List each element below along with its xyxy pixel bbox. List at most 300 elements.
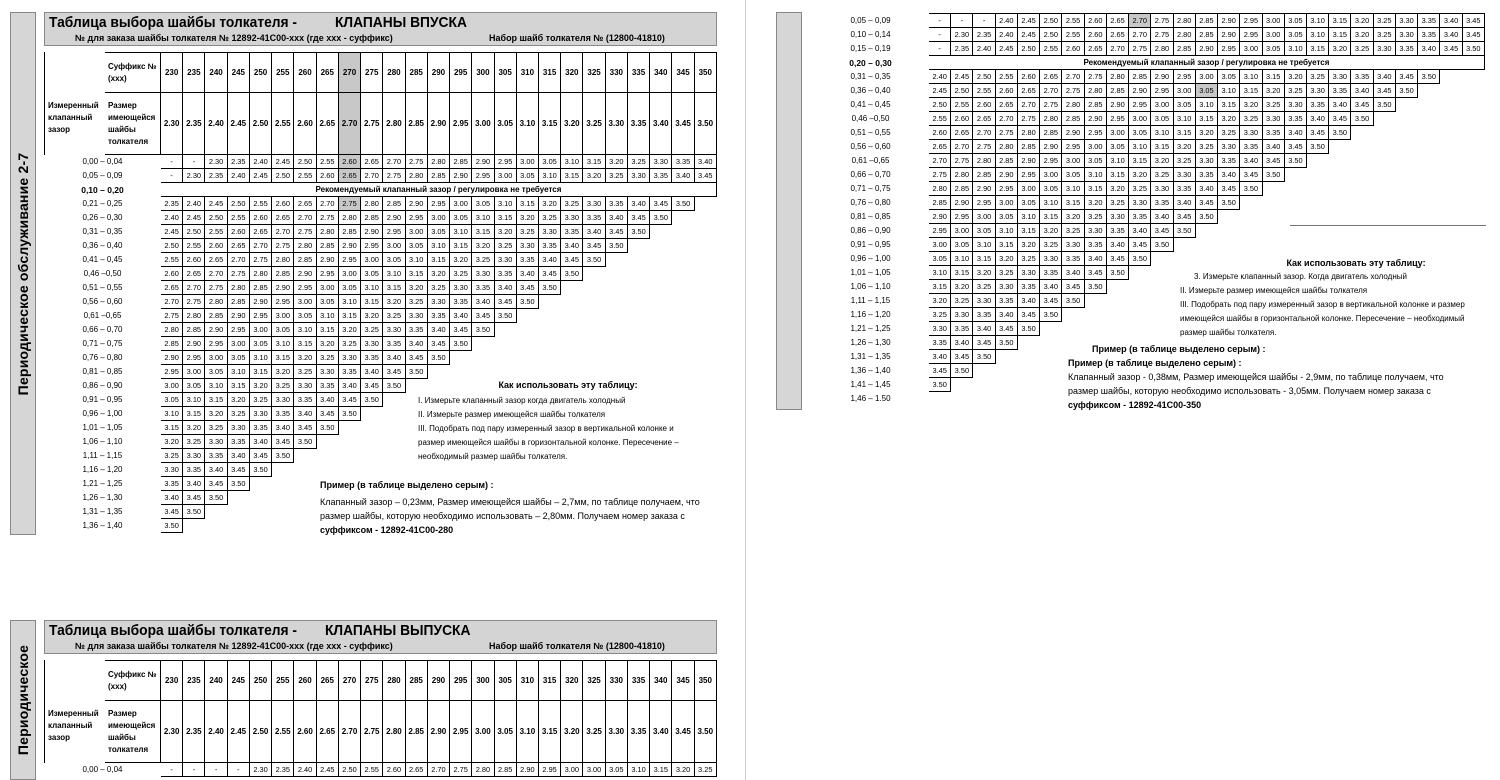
shim-cell: 3.25 — [929, 308, 951, 322]
shim-cell: 3.10 — [249, 351, 271, 365]
shim-cell: 2.95 — [361, 239, 383, 253]
suffix-header: 245 — [227, 661, 249, 701]
clearance-range: 0,86 – 0,90 — [850, 226, 891, 235]
shim-cell: 3.20 — [951, 280, 973, 294]
shim-cell: 2.90 — [272, 281, 294, 295]
shim-cell: 3.05 — [1151, 112, 1173, 126]
shim-cell: 3.30 — [561, 211, 583, 225]
shim-cell: 2.90 — [249, 295, 271, 309]
shim-cell: 3.45 — [929, 364, 951, 378]
shim-cell: 3.15 — [1173, 126, 1195, 140]
shim-cell: 3.00 — [161, 379, 183, 393]
shim-cell: 3.45 — [1195, 196, 1217, 210]
shim-cell: - — [951, 14, 973, 28]
shim-cell: 3.25 — [405, 295, 427, 309]
shim-cell: 3.40 — [1062, 266, 1084, 280]
clearance-range: 0,31 – 0,35 — [850, 72, 891, 81]
sheet1-suffix-label: Суффикс № (xxx) — [105, 53, 161, 93]
shim-cell: 3.30 — [383, 323, 405, 337]
shim-cell: 3.20 — [183, 421, 205, 435]
shim-cell: 2.95 — [249, 309, 271, 323]
shim-cell: 2.50 — [272, 169, 294, 183]
shim-cell: 3.35 — [650, 169, 672, 183]
clearance-range: 1,11 – 1,15 — [82, 451, 123, 460]
shim-cell: 3.40 — [161, 491, 183, 505]
shim-cell: 2.70 — [383, 155, 405, 169]
clearance-range: 0,00 – 0,04 — [82, 157, 123, 166]
sheet3-measured-label: Измеренный клапанный зазор — [45, 661, 105, 763]
shim-cell: 3.05 — [183, 379, 205, 393]
suffix-header: 310 — [516, 53, 538, 93]
shim-cell: 3.15 — [272, 351, 294, 365]
shim-cell: 2.65 — [995, 98, 1017, 112]
shim-cell: 2.70 — [183, 281, 205, 295]
shim-cell: 3.40 — [1307, 112, 1329, 126]
shim-cell: 2.95 — [494, 155, 516, 169]
suffix-header: 245 — [227, 53, 249, 93]
table-row — [45, 225, 717, 239]
shim-cell: 3.20 — [1351, 28, 1373, 42]
shim-cell: 3.20 — [272, 365, 294, 379]
clearance-range: 1,41 – 1,45 — [850, 380, 891, 389]
size-header: 3.40 — [650, 93, 672, 155]
shim-cell: 3.50 — [1329, 126, 1351, 140]
shim-cell: 2.65 — [973, 112, 995, 126]
shim-cell: 3.25 — [627, 155, 649, 169]
shim-cell: 3.45 — [627, 211, 649, 225]
shim-cell: 2.90 — [338, 239, 360, 253]
shim-cell: 3.35 — [1284, 112, 1306, 126]
shim-cell: 2.75 — [316, 211, 338, 225]
shim-cell: 3.30 — [1307, 84, 1329, 98]
size-header: 3.50 — [694, 93, 716, 155]
clearance-range: 0,91 – 0,95 — [850, 240, 891, 249]
shim-cell: 3.35 — [1418, 14, 1440, 28]
shim-cell: 2.80 — [1040, 112, 1062, 126]
shim-cell: 3.40 — [1329, 98, 1351, 112]
sheet1-how-3a: III. Подобрать под пару измеренный зазор в вертикальной колонке и — [418, 424, 674, 433]
shim-cell: 2.90 — [995, 168, 1017, 182]
suffix-header: 345 — [672, 53, 694, 93]
shim-cell: 2.95 — [205, 337, 227, 351]
shim-cell: 3.50 — [1106, 266, 1128, 280]
shim-cell: 3.00 — [1040, 168, 1062, 182]
shim-cell: 2.95 — [538, 763, 560, 777]
size-header: 3.15 — [538, 701, 560, 763]
shim-cell: 2.80 — [1084, 84, 1106, 98]
shim-cell: 2.50 — [1040, 14, 1062, 28]
shim-cell: 2.35 — [272, 763, 294, 777]
shim-cell: 3.25 — [538, 211, 560, 225]
shim-cell: 2.85 — [973, 168, 995, 182]
shim-cell: 3.30 — [472, 267, 494, 281]
sheet3-suffix-label: Суффикс № (xxx) — [105, 661, 161, 701]
shim-cell: 3.30 — [1129, 196, 1151, 210]
clearance-range: 1,06 – 1,10 — [850, 282, 891, 291]
shim-cell: 2.60 — [1017, 70, 1039, 84]
shim-cell: 3.45 — [973, 336, 995, 350]
shim-cell: 3.25 — [1373, 28, 1395, 42]
shim-cell: 2.90 — [183, 337, 205, 351]
shim-cell: 3.10 — [405, 253, 427, 267]
shim-cell: 2.95 — [951, 210, 973, 224]
shim-cell: 2.75 — [951, 154, 973, 168]
sheet1-side-label: Периодическое обслуживание 2-7 — [15, 152, 31, 395]
shim-cell: 3.30 — [494, 253, 516, 267]
shim-cell: 2.95 — [338, 253, 360, 267]
shim-cell: 3.30 — [227, 421, 249, 435]
shim-cell: 2.75 — [338, 197, 360, 211]
shim-cell: 3.40 — [1106, 238, 1128, 252]
shim-cell: 2.45 — [183, 211, 205, 225]
shim-cell: 3.35 — [1017, 280, 1039, 294]
suffix-header: 315 — [538, 53, 560, 93]
shim-cell: 3.10 — [929, 266, 951, 280]
shim-cell: 2.95 — [1218, 42, 1240, 56]
sheet3-sidebar — [10, 620, 36, 780]
shim-cell: 3.45 — [605, 225, 627, 239]
size-header: 2.80 — [383, 93, 405, 155]
shim-cell: 2.45 — [316, 763, 338, 777]
shim-cell: 2.70 — [1129, 28, 1151, 42]
suffix-header: 265 — [316, 661, 338, 701]
sheet1-order-note: № для заказа шайбы толкателя № 12892-41C00-xxx (где xxx - суффикс) — [75, 33, 393, 43]
shim-cell: 2.60 — [929, 126, 951, 140]
shim-cell: 3.40 — [1418, 42, 1440, 56]
shim-cell: 3.30 — [450, 281, 472, 295]
shim-cell: 3.15 — [1084, 182, 1106, 196]
suffix-header: 280 — [383, 661, 405, 701]
shim-cell: 2.50 — [227, 197, 249, 211]
shim-cell: 2.45 — [951, 70, 973, 84]
shim-cell: 3.45 — [472, 309, 494, 323]
shim-cell: 3.40 — [272, 421, 294, 435]
table-row — [813, 42, 1485, 56]
shim-cell: 3.25 — [361, 323, 383, 337]
shim-cell: 3.00 — [405, 225, 427, 239]
shim-cell: 2.80 — [951, 168, 973, 182]
shim-cell: 2.85 — [183, 323, 205, 337]
size-header: 2.80 — [383, 701, 405, 763]
shim-cell: 3.45 — [1218, 182, 1240, 196]
shim-cell: 2.95 — [272, 295, 294, 309]
shim-cell: 2.45 — [249, 169, 271, 183]
shim-cell: 3.40 — [1373, 70, 1395, 84]
shim-cell: 3.20 — [1017, 238, 1039, 252]
shim-cell: 3.20 — [405, 281, 427, 295]
shim-cell: 3.40 — [294, 407, 316, 421]
suffix-header: 250 — [249, 661, 271, 701]
sheet3-side-label: Периодическое — [15, 644, 31, 756]
shim-cell: 2.80 — [1062, 98, 1084, 112]
shim-cell: 3.50 — [583, 253, 605, 267]
shim-cell: 3.20 — [1173, 140, 1195, 154]
shim-cell: 3.40 — [472, 295, 494, 309]
shim-cell: 2.90 — [516, 763, 538, 777]
shim-cell: 3.15 — [1329, 14, 1351, 28]
shim-cell: 3.35 — [1129, 210, 1151, 224]
shim-cell: 3.45 — [161, 505, 183, 519]
clearance-range: 0,41 – 0,45 — [82, 255, 123, 264]
shim-cell: 3.30 — [1084, 224, 1106, 238]
shim-cell: 3.35 — [1151, 196, 1173, 210]
shim-cell: 3.20 — [1106, 182, 1128, 196]
shim-cell: 2.65 — [1106, 28, 1128, 42]
sheet2-example-title-2: Пример (в таблице выделено серым) : — [1068, 358, 1242, 368]
size-header: 2.35 — [183, 93, 205, 155]
shim-cell: 3.40 — [383, 351, 405, 365]
shim-cell: 3.10 — [472, 211, 494, 225]
shim-cell: 3.50 — [516, 295, 538, 309]
clearance-range: 0,76 – 0,80 — [850, 198, 891, 207]
shim-cell: 3.50 — [249, 463, 271, 477]
shim-cell: 3.45 — [294, 421, 316, 435]
suffix-header: 255 — [272, 53, 294, 93]
shim-cell: 3.40 — [672, 169, 694, 183]
shim-cell: 2.60 — [205, 239, 227, 253]
shim-cell: 3.35 — [227, 435, 249, 449]
shim-cell: 3.00 — [1129, 112, 1151, 126]
shim-cell: 3.00 — [361, 253, 383, 267]
shim-cell: 3.25 — [1284, 84, 1306, 98]
shim-cell: 3.25 — [561, 197, 583, 211]
shim-cell: 3.20 — [383, 295, 405, 309]
shim-cell: 2.85 — [995, 154, 1017, 168]
shim-cell: 3.30 — [1240, 126, 1262, 140]
shim-cell: 2.70 — [951, 140, 973, 154]
shim-cell: 3.10 — [1151, 126, 1173, 140]
shim-cell: 2.80 — [973, 154, 995, 168]
shim-cell: 3.30 — [951, 308, 973, 322]
shim-cell: 2.80 — [161, 323, 183, 337]
table-row — [45, 267, 717, 281]
sheet1-size-label: Размер имеющейся шайбы толкателя — [105, 93, 161, 155]
shim-cell: 2.65 — [205, 253, 227, 267]
table-row — [45, 309, 717, 323]
shim-cell: 2.75 — [929, 168, 951, 182]
shim-cell: 3.25 — [1262, 98, 1284, 112]
shim-cell: 3.30 — [1218, 140, 1240, 154]
table-row — [45, 155, 717, 169]
table-row — [45, 281, 717, 295]
shim-cell: 3.40 — [205, 463, 227, 477]
shim-cell: 2.70 — [205, 267, 227, 281]
shim-cell: 3.05 — [450, 211, 472, 225]
shim-cell: 2.55 — [227, 211, 249, 225]
shim-cell: 2.70 — [272, 225, 294, 239]
shim-cell: 3.50 — [627, 225, 649, 239]
shim-cell: 3.30 — [1062, 238, 1084, 252]
size-header: 2.95 — [450, 93, 472, 155]
sheet3-title-bar — [44, 620, 717, 654]
shim-cell: 3.40 — [405, 337, 427, 351]
shim-cell: 3.45 — [1440, 42, 1462, 56]
shim-cell: 3.35 — [161, 477, 183, 491]
clearance-range: 0,66 – 0,70 — [850, 170, 891, 179]
shim-cell: 3.05 — [1173, 98, 1195, 112]
table-row — [813, 196, 1485, 210]
suffix-header: 285 — [405, 53, 427, 93]
size-header: 2.65 — [316, 701, 338, 763]
shim-cell: 3.50 — [1240, 182, 1262, 196]
shim-cell: - — [161, 763, 183, 777]
shim-cell: 3.15 — [161, 421, 183, 435]
shim-cell: 3.20 — [249, 379, 271, 393]
shim-cell: 2.55 — [951, 98, 973, 112]
shim-cell: 2.75 — [294, 225, 316, 239]
shim-cell: - — [929, 14, 951, 28]
sheet2-example — [1068, 342, 1498, 412]
shim-cell: 3.45 — [951, 350, 973, 364]
shim-cell: 2.90 — [1151, 70, 1173, 84]
shim-cell: - — [161, 155, 183, 169]
shim-cell: 3.25 — [516, 225, 538, 239]
shim-cell: 3.20 — [227, 393, 249, 407]
shim-cell: 3.50 — [1151, 238, 1173, 252]
table-row — [45, 463, 717, 477]
suffix-header: 350 — [694, 53, 716, 93]
shim-cell: 2.75 — [1062, 84, 1084, 98]
shim-cell: 3.10 — [1218, 84, 1240, 98]
shim-cell: 3.45 — [583, 239, 605, 253]
shim-cell: 3.15 — [650, 763, 672, 777]
shim-cell: 2.55 — [205, 225, 227, 239]
shim-cell: 3.25 — [383, 309, 405, 323]
shim-cell: 3.45 — [227, 463, 249, 477]
shim-cell: 3.15 — [249, 365, 271, 379]
shim-cell: 3.05 — [338, 281, 360, 295]
suffix-header: 305 — [494, 661, 516, 701]
shim-cell: 3.10 — [294, 323, 316, 337]
shim-cell: 3.10 — [561, 155, 583, 169]
size-header: 3.05 — [494, 701, 516, 763]
shim-cell: 2.85 — [316, 239, 338, 253]
shim-cell: 3.50 — [1040, 308, 1062, 322]
suffix-header: 335 — [627, 661, 649, 701]
sheet3-order-note: № для заказа шайбы толкателя № 12892-41C00-xxx (где xxx - суффикс) — [75, 641, 393, 651]
shim-cell: 3.15 — [405, 267, 427, 281]
table-row — [813, 98, 1485, 112]
sheet1-valve-type: КЛАПАНЫ ВПУСКА — [335, 14, 467, 31]
sheet2-rule — [1290, 225, 1486, 226]
shim-cell: 2.50 — [1040, 28, 1062, 42]
size-header: 2.90 — [427, 93, 449, 155]
shim-cell: 3.05 — [272, 323, 294, 337]
shim-cell: 3.35 — [1173, 182, 1195, 196]
shim-cell: 3.05 — [361, 267, 383, 281]
clearance-range: 1,26 – 1,30 — [82, 493, 123, 502]
shim-cell: 2.80 — [472, 763, 494, 777]
clearance-range: 0,76 – 0,80 — [82, 353, 123, 362]
suffix-header: 340 — [650, 661, 672, 701]
shim-cell: 2.85 — [1084, 98, 1106, 112]
shim-cell: 3.50 — [405, 365, 427, 379]
shim-cell: 3.10 — [627, 763, 649, 777]
shim-cell: 3.15 — [1262, 70, 1284, 84]
shim-cell: 3.45 — [1262, 154, 1284, 168]
shim-cell: 3.15 — [583, 155, 605, 169]
size-header: 2.50 — [249, 701, 271, 763]
shim-cell: 2.55 — [183, 239, 205, 253]
shim-cell: 3.40 — [1040, 280, 1062, 294]
shim-cell: 2.65 — [361, 155, 383, 169]
suffix-header: 320 — [561, 53, 583, 93]
size-header: 3.40 — [650, 701, 672, 763]
shim-cell: 3.15 — [973, 252, 995, 266]
clearance-range: 0,31 – 0,35 — [82, 227, 123, 236]
suffix-header: 300 — [472, 53, 494, 93]
sheet1-example-2: размер шайбы, которую необходимо использовать – 2,80мм. Получаем номер заказа с — [320, 511, 685, 521]
clearance-range: 0,61 –0,65 — [83, 311, 122, 320]
shim-cell: 3.30 — [272, 393, 294, 407]
shim-cell: 3.15 — [316, 323, 338, 337]
shim-cell: 2.70 — [1129, 14, 1151, 28]
shim-cell: 3.40 — [1173, 196, 1195, 210]
shim-cell: 2.80 — [249, 267, 271, 281]
shim-cell: 3.10 — [227, 365, 249, 379]
shim-cell: 2.50 — [205, 211, 227, 225]
size-header: 3.45 — [672, 93, 694, 155]
shim-cell: 2.60 — [1084, 14, 1106, 28]
shim-cell: 3.15 — [995, 238, 1017, 252]
shim-cell: 3.40 — [338, 379, 360, 393]
shim-cell: 3.10 — [338, 295, 360, 309]
shim-cell: 3.25 — [1129, 182, 1151, 196]
shim-cell: 3.30 — [183, 449, 205, 463]
shim-cell: 3.05 — [249, 337, 271, 351]
shim-cell: 3.00 — [1017, 182, 1039, 196]
shim-cell: 3.30 — [1151, 182, 1173, 196]
shim-cell: 3.45 — [1462, 28, 1484, 42]
shim-cell: 3.10 — [383, 267, 405, 281]
clearance-range: 0,05 – 0,09 — [82, 171, 123, 180]
shim-cell: 3.20 — [1040, 224, 1062, 238]
shim-cell: 2.40 — [294, 763, 316, 777]
shim-cell: 3.15 — [361, 295, 383, 309]
shim-cell: 2.95 — [1106, 112, 1128, 126]
sheet2-how-3a: III. Подобрать под пару измеренный зазор в вертикальной колонке и размер — [1180, 300, 1465, 309]
shim-cell: 3.50 — [605, 239, 627, 253]
shim-cell: 3.30 — [627, 169, 649, 183]
shim-cell: 3.45 — [494, 295, 516, 309]
size-header: 3.30 — [605, 93, 627, 155]
shim-cell: 2.40 — [227, 169, 249, 183]
size-header: 2.70 — [338, 701, 360, 763]
shim-cell: 3.35 — [1307, 98, 1329, 112]
shim-cell: 2.45 — [1017, 28, 1039, 42]
shim-cell: 3.00 — [450, 197, 472, 211]
shim-cell: 3.40 — [516, 267, 538, 281]
shim-cell: 2.55 — [929, 112, 951, 126]
shim-cell: 3.30 — [1106, 210, 1128, 224]
shim-cell: 2.95 — [183, 351, 205, 365]
shim-cell: 3.30 — [405, 309, 427, 323]
shim-cell: 2.80 — [1173, 14, 1195, 28]
shim-cell: 3.20 — [294, 351, 316, 365]
shim-cell: 2.90 — [361, 225, 383, 239]
shim-cell: 2.55 — [1062, 14, 1084, 28]
table-row — [813, 140, 1485, 154]
shim-cell: 3.30 — [1329, 70, 1351, 84]
shim-cell: 3.40 — [1284, 126, 1306, 140]
clearance-range: 0,56 – 0,60 — [82, 297, 123, 306]
shim-cell: 3.20 — [1329, 42, 1351, 56]
sheet2-instructions — [1176, 256, 1496, 340]
shim-cell: 3.05 — [973, 224, 995, 238]
suffix-header: 230 — [161, 661, 183, 701]
size-header: 2.60 — [294, 93, 316, 155]
shim-cell: 3.20 — [995, 252, 1017, 266]
